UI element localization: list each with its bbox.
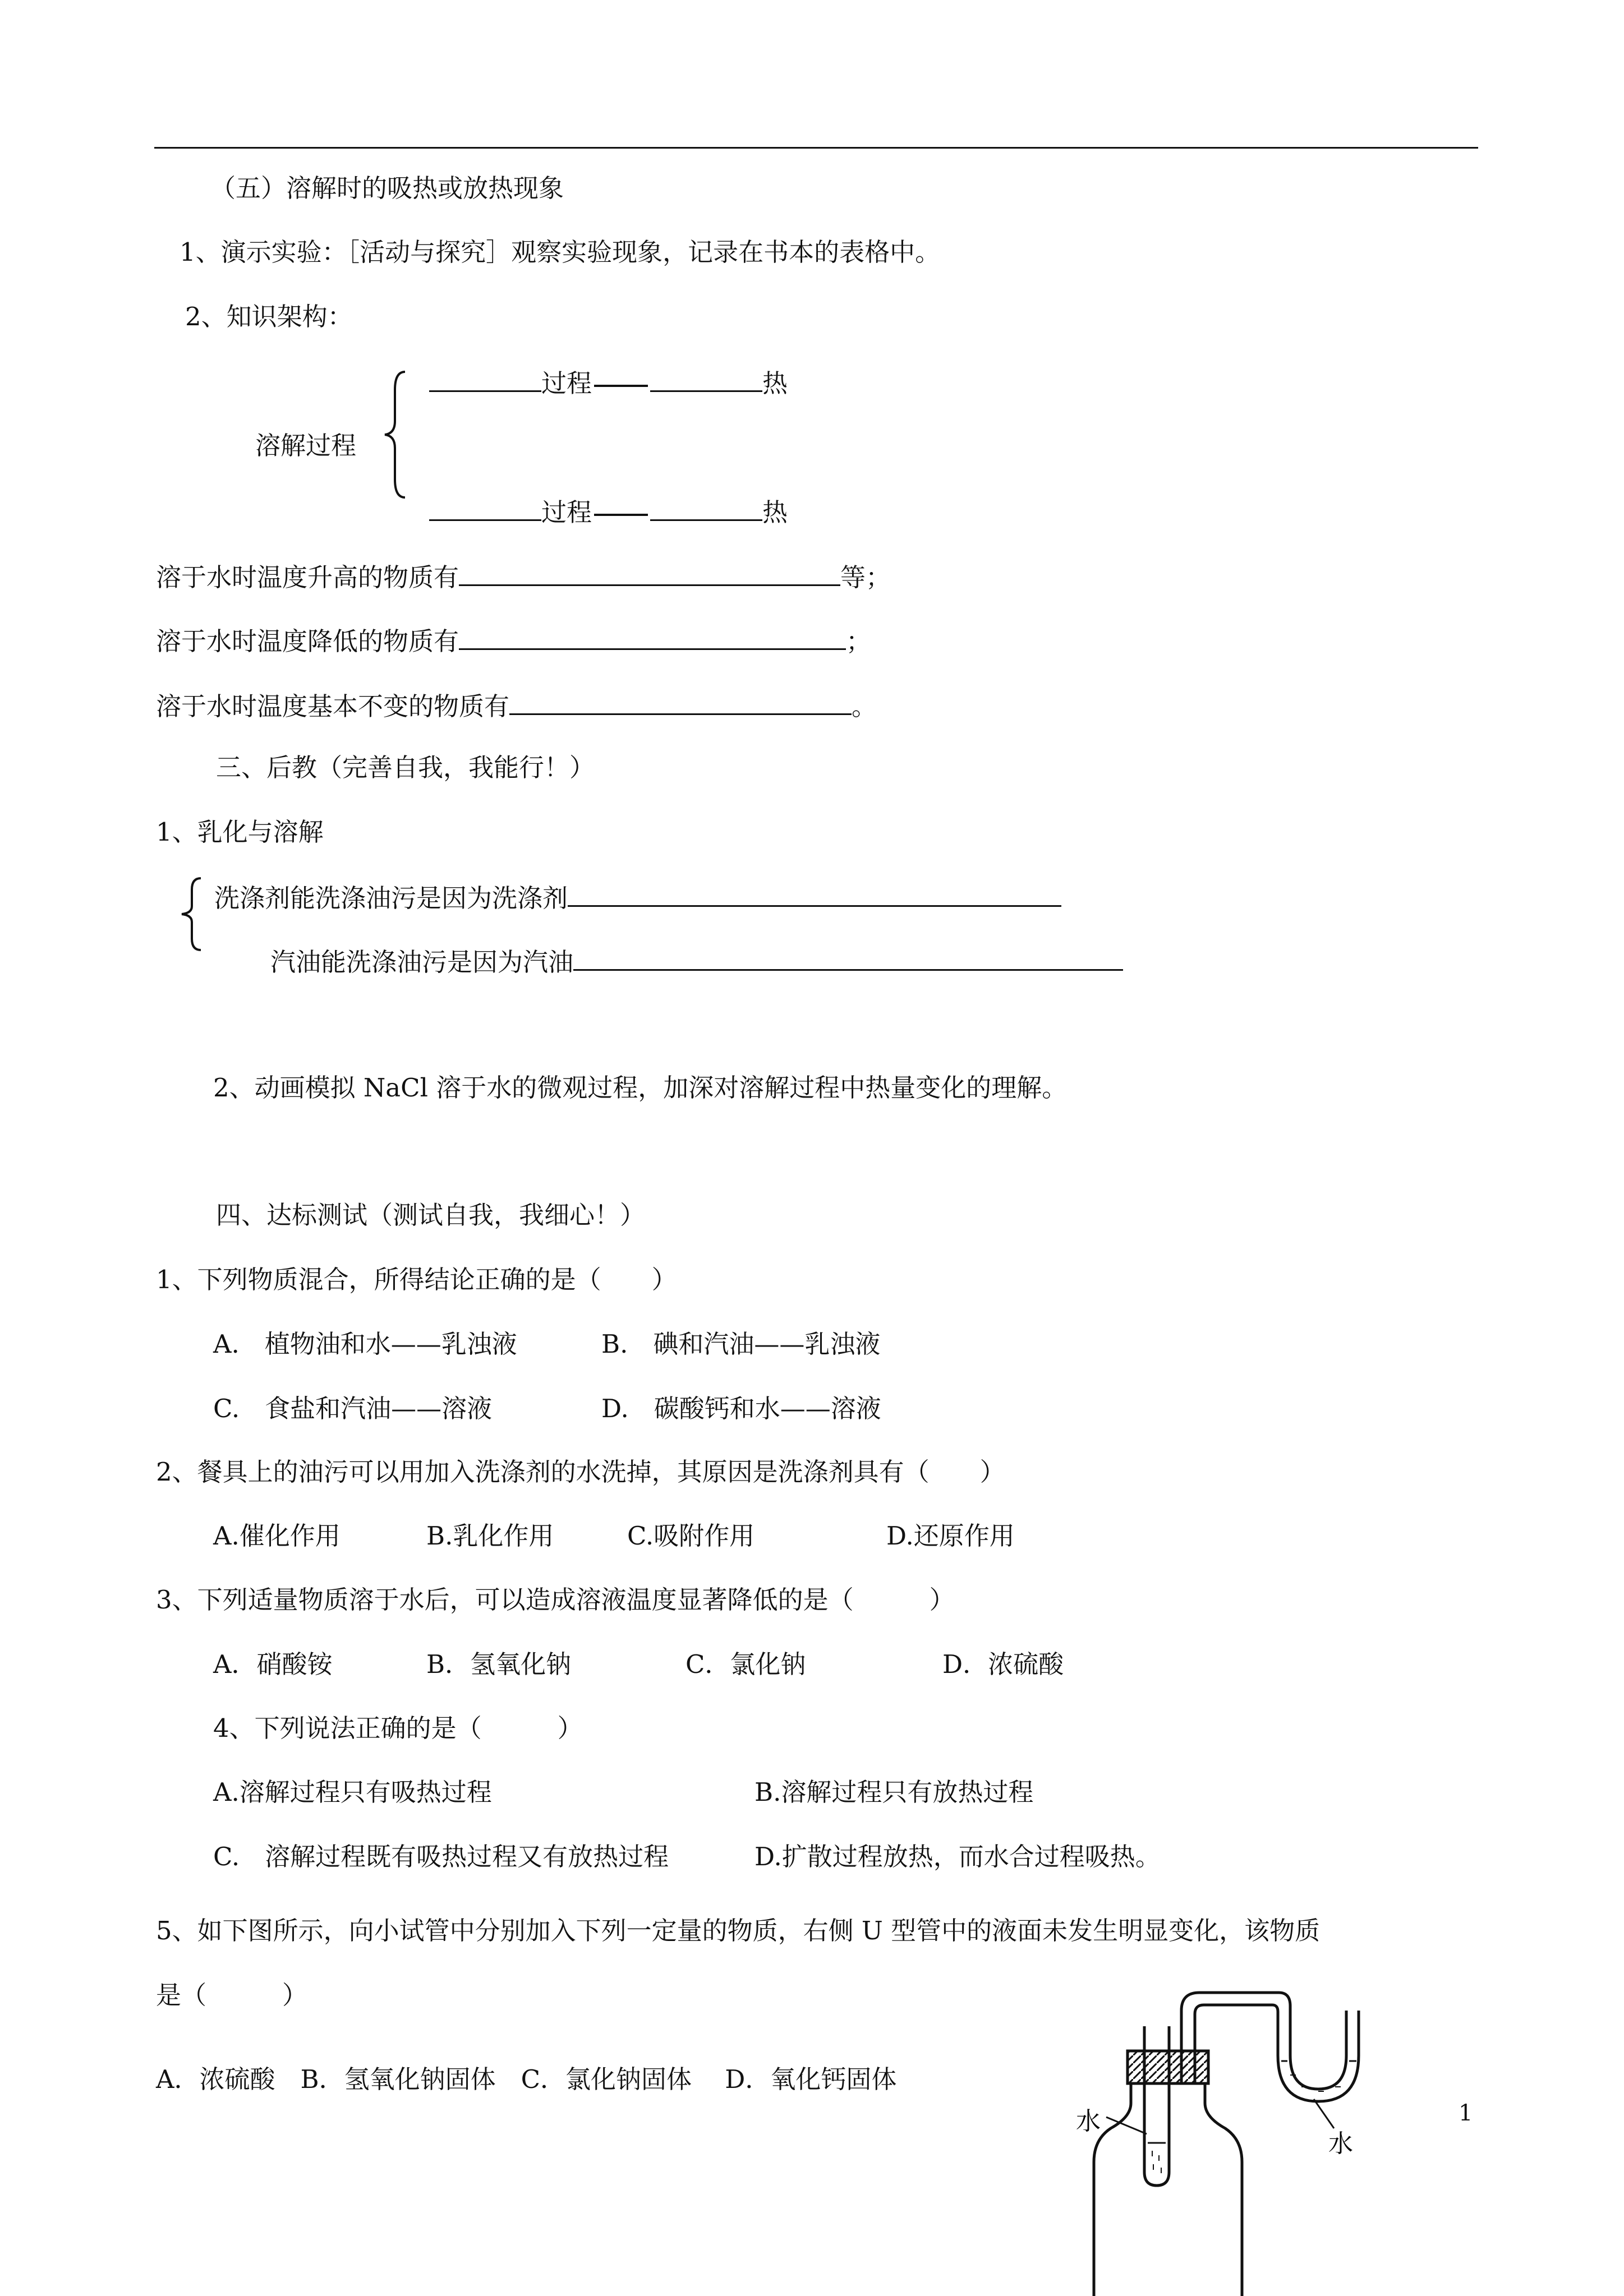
process-label: 过程: [541, 497, 592, 527]
blank[interactable]: [429, 494, 541, 521]
curly-brace: [383, 367, 411, 502]
gasoline-line: [270, 943, 1123, 979]
line-end: ；: [846, 626, 872, 656]
curly-brace: [178, 875, 206, 953]
structure-row-2: [429, 494, 788, 529]
section-title: 四、达标测试（测试自我，我细心！）: [216, 1200, 646, 1230]
heat-label: 热: [762, 497, 788, 527]
water-label-left: 水: [1076, 2107, 1101, 2136]
item-animation: 2、动画模拟 NaCl 溶于水的微观过程，加深对溶解过程中热量变化的理解。: [213, 1073, 1068, 1103]
q4-option-b[interactable]: B.溶解过程只有放热过程: [755, 1777, 1034, 1807]
q2-option-c[interactable]: C.吸附作用: [627, 1521, 755, 1551]
question-5-line-2: 是（ ）: [156, 1980, 308, 2010]
structure-root: 溶解过程: [255, 431, 357, 460]
q2-option-d[interactable]: D.还原作用: [886, 1521, 1015, 1551]
detergent-text: 洗涤剂能洗涤油污是因为洗涤剂: [214, 883, 568, 913]
section-title: 三、后教（完善自我，我能行！）: [216, 753, 595, 782]
q1-option-c[interactable]: C. 食盐和汽油——溶液: [213, 1394, 493, 1423]
item-demo-experiment: 1、演示实验：［活动与探究］观察实验现象，记录在书本的表格中。: [180, 237, 941, 267]
temp-same-line: [156, 688, 877, 723]
item-knowledge-structure: 2、知识架构：: [185, 302, 353, 331]
q4-option-c[interactable]: C. 溶解过程既有吸热过程又有放热过程: [213, 1842, 669, 1871]
q2-option-a[interactable]: A.催化作用: [213, 1521, 341, 1551]
blank[interactable]: [509, 688, 852, 715]
temp-rise-text: 溶于水时温度升高的物质有: [156, 563, 459, 592]
q3-option-c[interactable]: C．氯化钠: [686, 1649, 806, 1679]
page-number: 1: [1459, 2100, 1473, 2126]
water-label-right: 水: [1328, 2129, 1353, 2158]
q5-options[interactable]: A．浓硫酸 B．氢氧化钠固体 C．氯化钠固体 D．氧化钙固体: [156, 2064, 897, 2094]
item-emulsify-dissolve: 1、乳化与溶解: [156, 817, 324, 847]
gasoline-text: 汽油能洗涤油污是因为汽油: [270, 947, 574, 977]
blank[interactable]: [459, 559, 840, 586]
q1-option-b[interactable]: B. 碘和汽油——乳浊液: [601, 1329, 881, 1359]
blank[interactable]: [568, 879, 1061, 907]
temp-same-text: 溶于水时温度基本不变的物质有: [156, 691, 510, 721]
q1-option-a[interactable]: A. 植物油和水——乳浊液: [213, 1329, 517, 1359]
dash: [594, 514, 648, 516]
q3-option-a[interactable]: A．硝酸铵: [213, 1649, 333, 1679]
temp-fall-text: 溶于水时温度降低的物质有: [156, 626, 459, 656]
question-1: 1、下列物质混合，所得结论正确的是（ ）: [156, 1265, 677, 1294]
dash: [594, 385, 648, 387]
temp-fall-line: [156, 623, 871, 658]
detergent-line: [214, 879, 1061, 915]
q2-option-b[interactable]: B.乳化作用: [426, 1521, 554, 1551]
question-3: 3、下列适量物质溶于水后，可以造成溶液温度显著降低的是（ ）: [156, 1585, 955, 1615]
q4-option-a[interactable]: A.溶解过程只有吸热过程: [213, 1777, 492, 1807]
blank[interactable]: [650, 365, 762, 392]
temp-rise-line: [156, 559, 891, 594]
blank[interactable]: [459, 623, 846, 650]
line-end: 。: [852, 691, 877, 721]
q3-option-d[interactable]: D．浓硫酸: [942, 1649, 1064, 1679]
structure-row-1: [429, 365, 788, 400]
q4-option-d[interactable]: D.扩散过程放热，而水合过程吸热。: [755, 1842, 1161, 1871]
q1-option-d[interactable]: D. 碳酸钙和水——溶液: [601, 1394, 881, 1423]
section-title: （五）溶解时的吸热或放热现象: [210, 173, 564, 203]
process-label: 过程: [541, 368, 592, 398]
question-2: 2、餐具上的油污可以用加入洗涤剂的水洗掉，其原因是洗涤剂具有（ ）: [156, 1457, 1005, 1487]
question-5-line-1: 5、如下图所示，向小试管中分别加入下列一定量的物质，右侧 U 型管中的液面未发生明显变化，该物质: [156, 1916, 1321, 1945]
line-end: 等；: [840, 563, 891, 592]
blank[interactable]: [650, 494, 762, 521]
header-rule: [154, 147, 1478, 149]
apparatus-figure: [1055, 1977, 1380, 2296]
q3-option-b[interactable]: B．氢氧化钠: [426, 1649, 572, 1679]
heat-label: 热: [762, 368, 788, 398]
blank[interactable]: [429, 365, 541, 392]
question-4: 4、下列说法正确的是（ ）: [213, 1713, 583, 1743]
blank[interactable]: [573, 943, 1123, 971]
